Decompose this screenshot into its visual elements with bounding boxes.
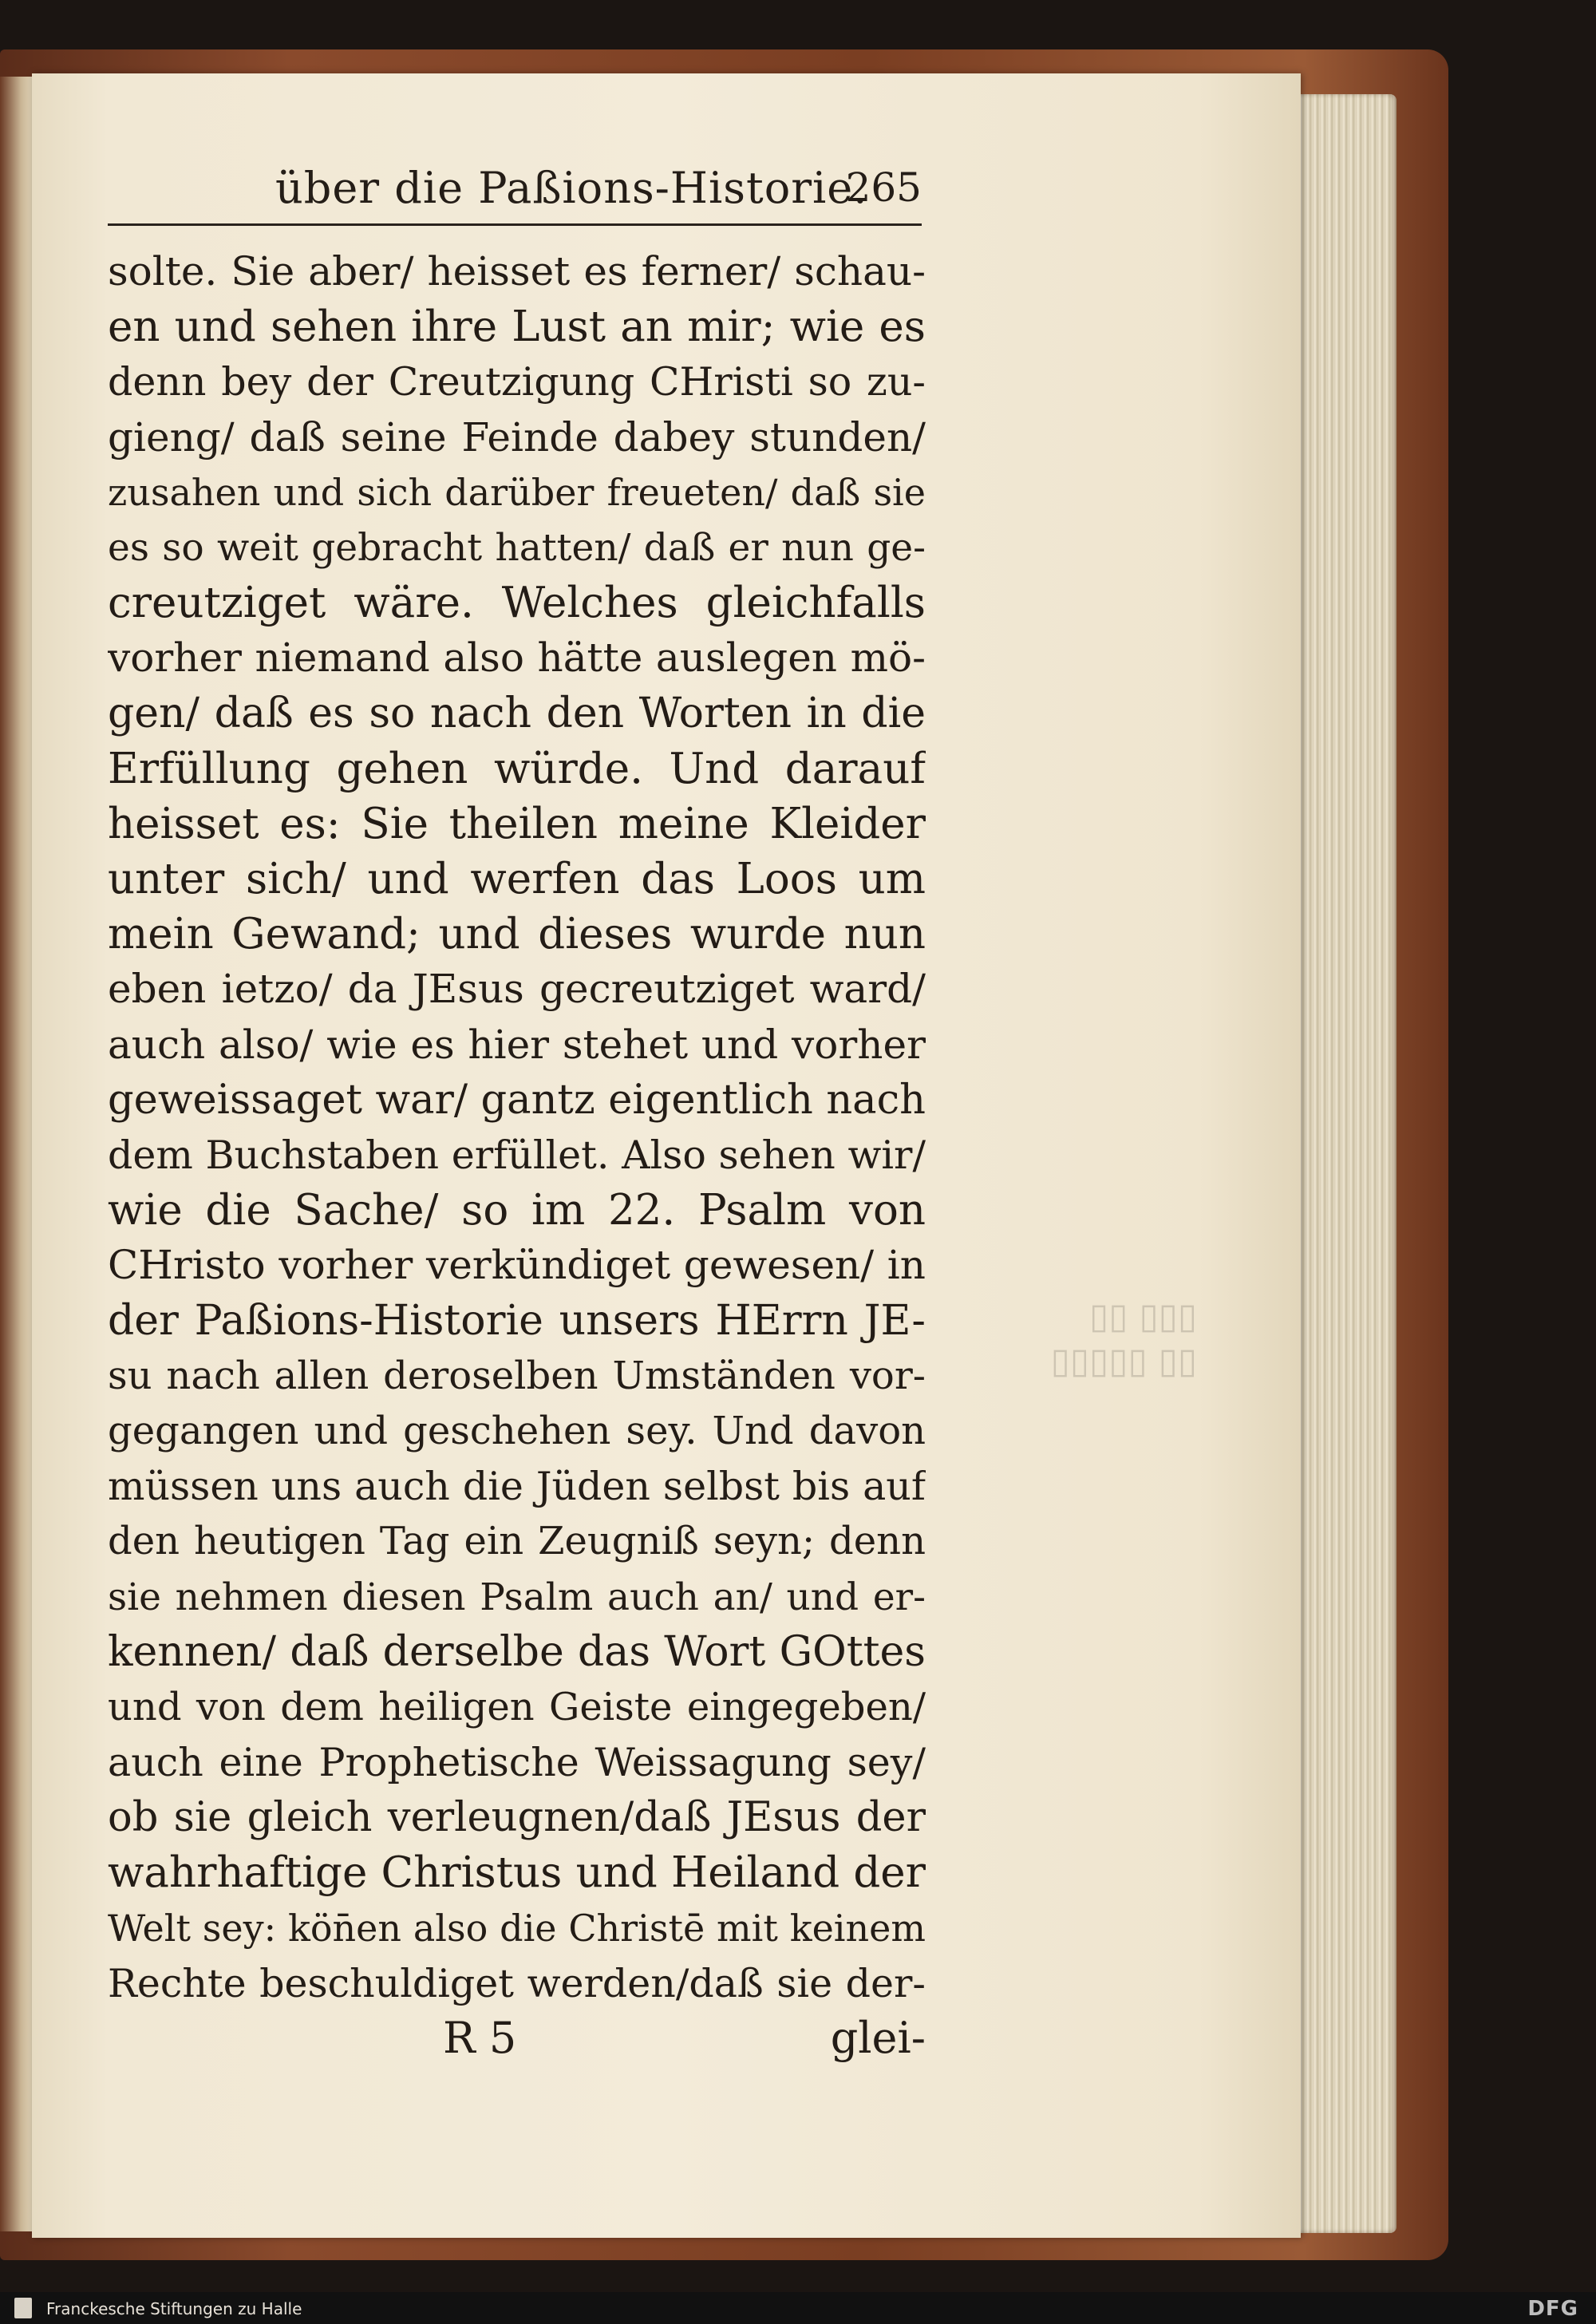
text-line: creutziget wäre. Welches gleichfalls <box>108 579 926 628</box>
text-line: denn bey der Creutzigung CHristi so zu- <box>108 359 926 405</box>
text-line: vorher niemand also hätte auslegen mö- <box>108 634 926 682</box>
text-line: geweissaget war/ gantz eigentlich nach <box>108 1076 926 1124</box>
text-line: dem Buchstaben erfüllet. Also sehen wir/ <box>108 1132 926 1178</box>
library-logo-icon <box>14 2298 32 2318</box>
text-line: sie nehmen diesen Psalm auch an/ und er- <box>108 1575 926 1619</box>
text-line: gen/ daß es so nach den Worten in die <box>108 689 926 737</box>
text-line: es so weit gebracht hatten/ daß er nun ge- <box>108 525 926 570</box>
text-line: der Paßions-Historie unsers HErrn JE- <box>108 1296 926 1345</box>
text-line: en und sehen ihre Lust an mir; wie es <box>108 302 926 352</box>
text-line: auch also/ wie es hier stehet und vorher <box>108 1021 926 1068</box>
signature-mark: R 5 <box>443 2013 517 2063</box>
text-line: kennen/ daß derselbe das Wort GOttes <box>108 1627 926 1676</box>
page-footer <box>108 2013 926 2069</box>
text-line: und von dem heiligen Geiste eingegeben/ <box>108 1684 926 1729</box>
text-line: müssen uns auch die Jüden selbst bis auf <box>108 1464 926 1510</box>
running-head: über die Paßions-Historie. <box>275 163 868 213</box>
text-line: Erfüllung gehen würde. Und darauf <box>108 744 926 793</box>
text-line: gegangen und geschehen sey. Und davon <box>108 1408 926 1453</box>
text-line: zusahen und sich darüber freueten/ daß sie <box>108 470 926 514</box>
text-line: wie die Sache/ so im 22. Psalm von <box>108 1186 926 1235</box>
text-line: unter sich/ und werfen das Loos um <box>108 855 926 904</box>
text-line: wahrhaftige Christus und Heiland der <box>108 1848 926 1898</box>
show-through-text: ▯▯▯ ▯▯ ▯▯ ▯▯▯▯▯ <box>1050 1296 1197 1381</box>
text-line: Rechte beschuldiget werden/daß sie der- <box>108 1960 926 2006</box>
text-line: su nach allen deroselben Umständen vor- <box>108 1353 926 1398</box>
text-line: gieng/ daß seine Feinde dabey stunden/ <box>108 413 926 460</box>
text-line: mein Gewand; und dieses wurde nun <box>108 910 926 959</box>
catchword: glei- <box>830 2013 926 2063</box>
text-line: ob sie gleich verleugnen/daß JEsus der <box>108 1794 926 1842</box>
page-header <box>108 160 922 226</box>
text-line: den heutigen Tag ein Zeugniß seyn; denn <box>108 1519 926 1564</box>
page-number: 265 <box>845 164 922 211</box>
text-line: CHristo vorher verkündiget gewesen/ in <box>108 1242 926 1289</box>
text-line: eben ietzo/ da JEsus gecreutziget ward/ <box>108 966 926 1013</box>
left-page-edge <box>0 77 35 2231</box>
body-text <box>108 244 926 2011</box>
text-line: heisset es: Sie theilen meine Kleider <box>108 799 926 848</box>
text-line: Welt sey: kön̄en also die Christē mit keinem <box>108 1906 926 1950</box>
text-line: auch eine Prophetische Weissagung sey/ <box>108 1740 926 1786</box>
library-name: Franckesche Stiftungen zu Halle <box>46 2299 302 2318</box>
dfg-logo: DFG <box>1527 2297 1578 2321</box>
text-line: solte. Sie aber/ heisset es ferner/ schau- <box>108 248 926 294</box>
